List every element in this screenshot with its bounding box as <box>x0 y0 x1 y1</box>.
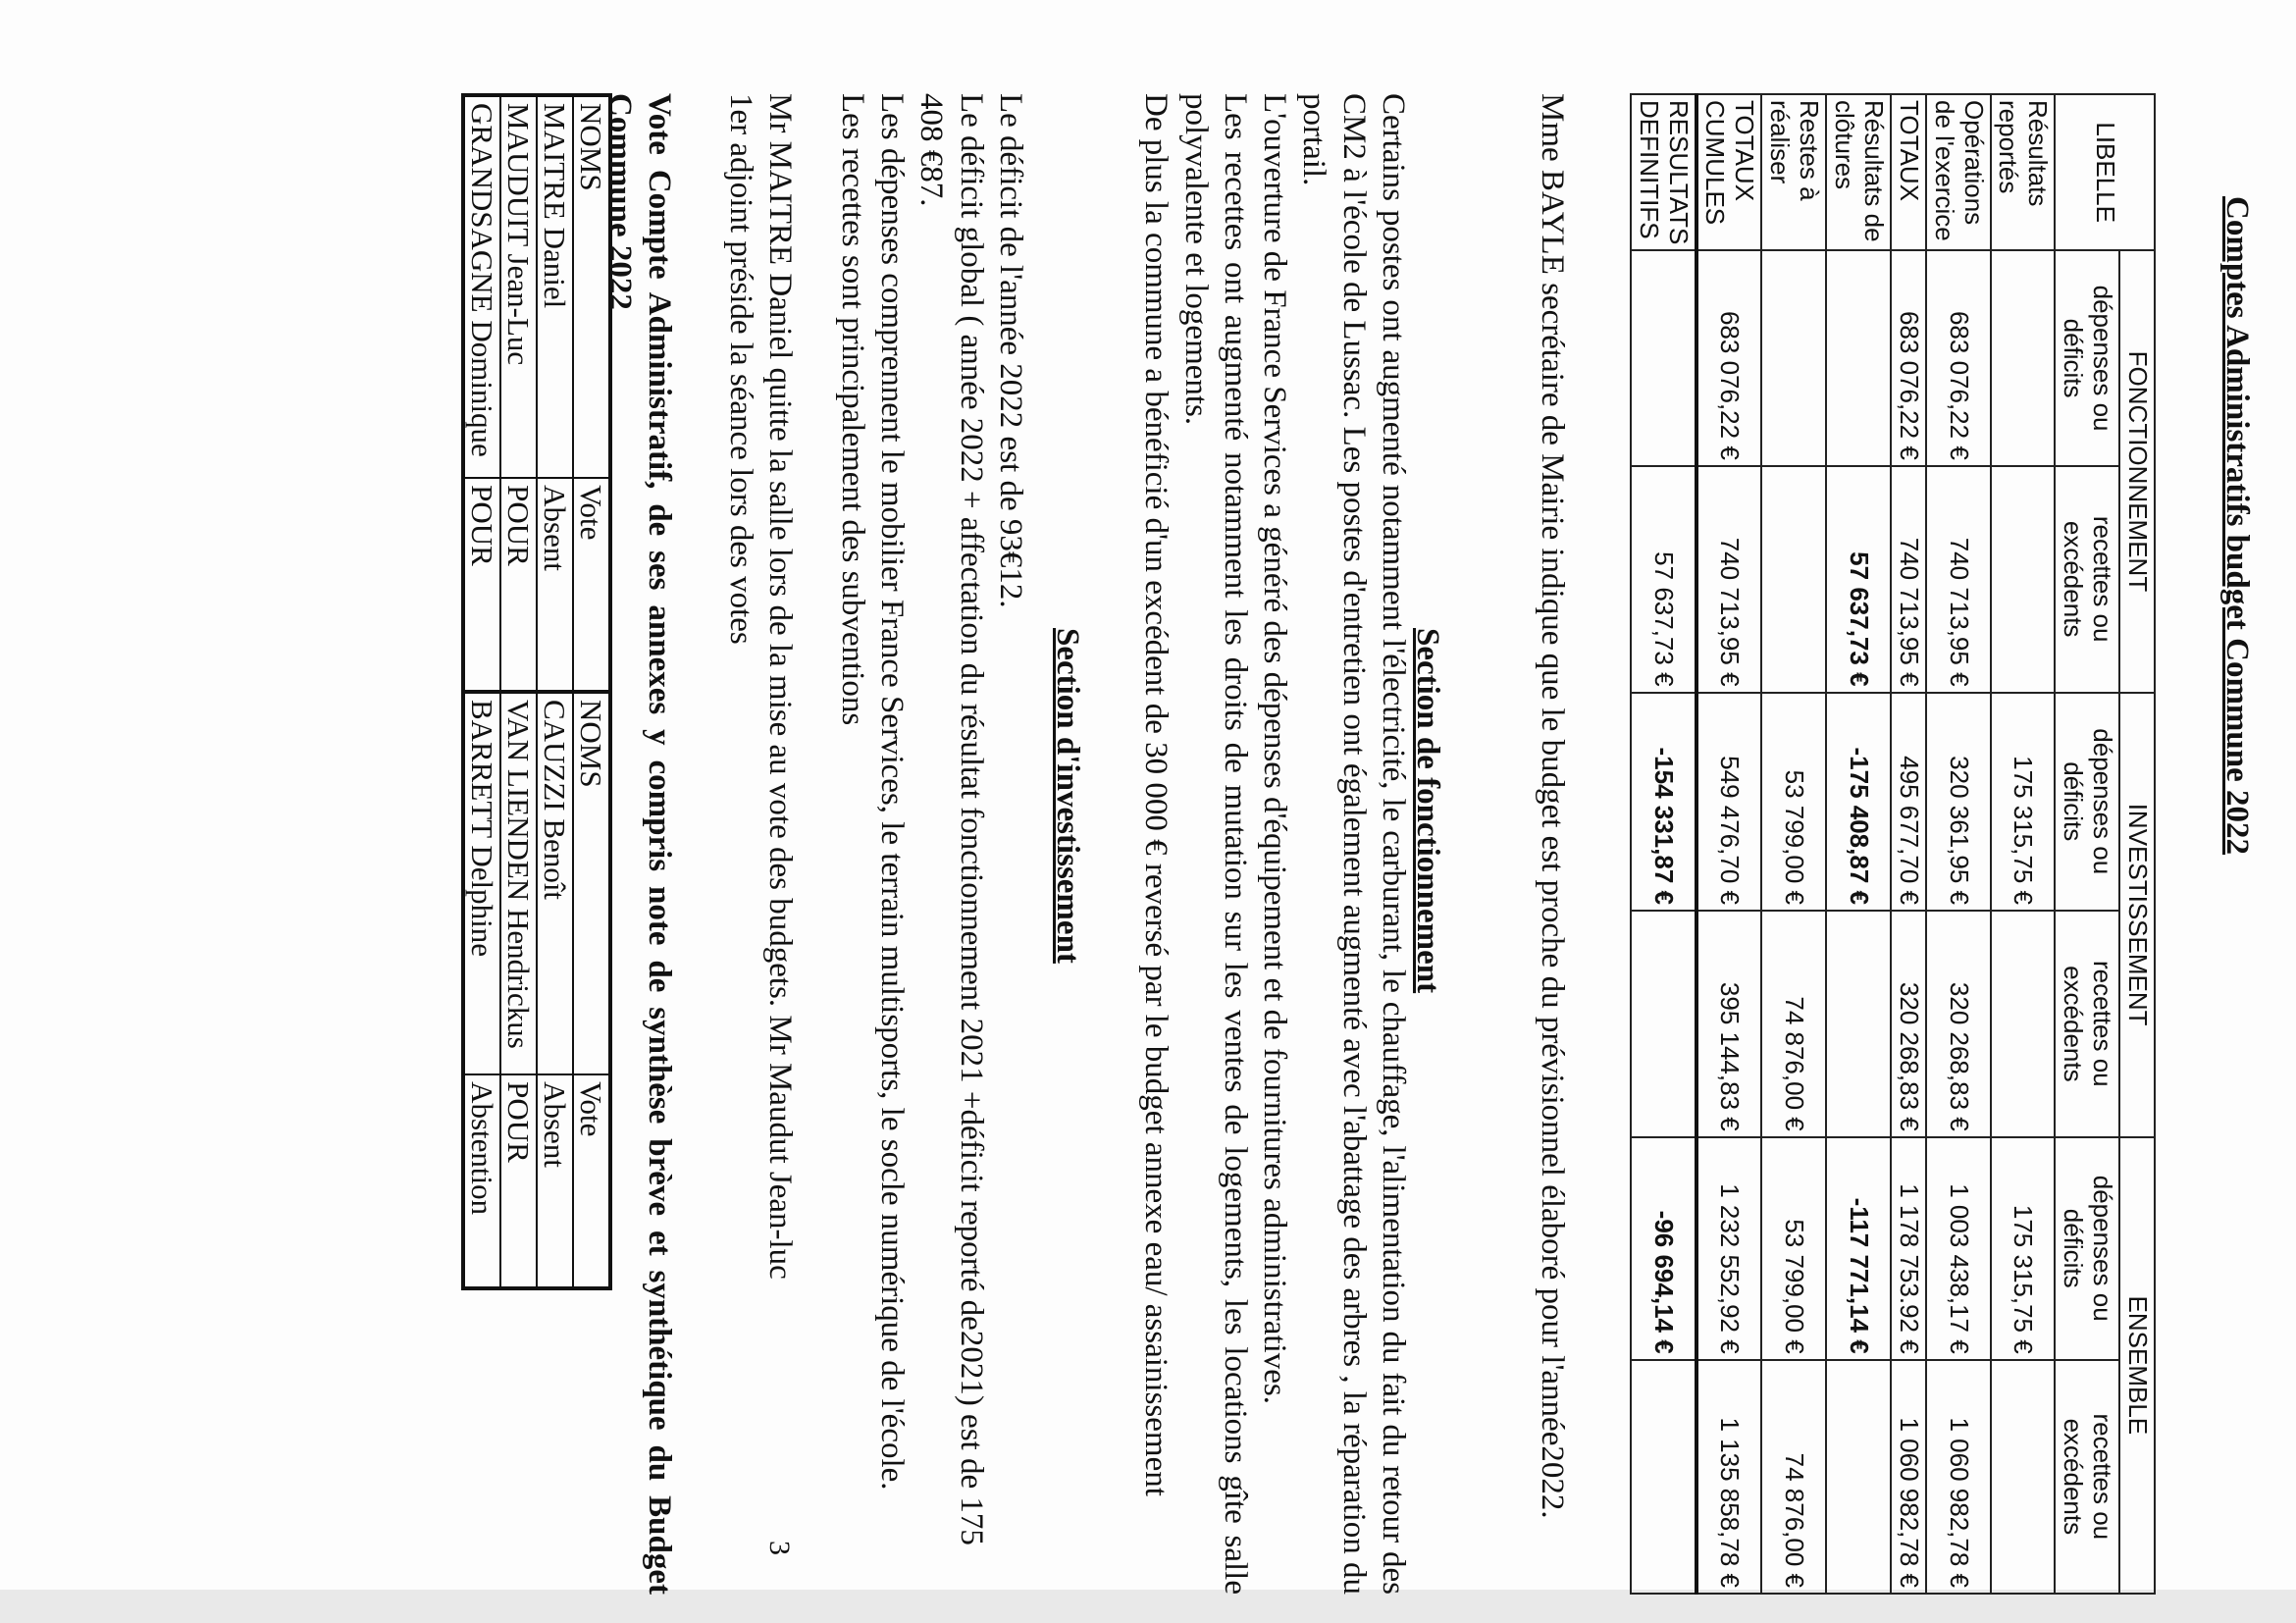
table-cell: 175 315,75 € <box>1991 693 2056 911</box>
subheader-depenses: dépenses ou déficits <box>2055 1137 2119 1360</box>
subheader-depenses: dépenses ou déficits <box>2055 693 2119 911</box>
table-cell: 683 076,22 € <box>1891 250 1926 465</box>
table-cell <box>1761 250 1826 465</box>
table-cell: 683 076,22 € <box>1696 250 1762 465</box>
table-row <box>1696 94 1762 1594</box>
table-cell <box>1826 1360 1891 1594</box>
table-cell: 175 315,75 € <box>1991 1137 2056 1360</box>
section-fonctionnement-body <box>1136 93 1413 1595</box>
voter-name: GRANDSAGNE Dominique <box>463 95 500 478</box>
table-row <box>463 95 500 1288</box>
section-fonctionnement-title: Section de fonctionnement <box>1410 628 1445 994</box>
table-cell: 395 144,83 € <box>1696 911 1762 1137</box>
voter-name: BARRETT Delphine <box>463 692 500 1074</box>
table-cell: 1 178 753.92 € <box>1891 1137 1926 1360</box>
row-label: TOTAUX CUMULES <box>1696 94 1762 250</box>
page-title: Comptes Administratifs budget Commune 2022 <box>2219 196 2255 856</box>
header-noms: NOMS <box>573 692 610 1074</box>
table-cell: 320 361,95 € <box>1926 693 1991 911</box>
subheader-recettes: recettes ou excédents <box>2055 911 2119 1137</box>
table-cell <box>1991 911 2056 1137</box>
table-cell: 57 637,73 € <box>1631 466 1696 693</box>
table-cell: -96 694,14 € <box>1631 1137 1696 1360</box>
table-cell: 1 060 982,78 € <box>1926 1360 1991 1594</box>
table-row <box>1891 94 1926 1594</box>
table-cell <box>1826 911 1891 1137</box>
vote-title-text: Vote Compte Administratif, de ses annexes y compris note de synthèse brève et synthétique du Budget Commune 2022 <box>601 93 677 1595</box>
row-label: RESULTATS DEFINITIFS <box>1631 94 1696 250</box>
table-subheader-row <box>2055 94 2119 1594</box>
table-row <box>1826 94 1891 1594</box>
row-label: Opérations de l'exercice <box>1926 94 1991 250</box>
voter-name: CAUZZI Benoît <box>537 692 573 1074</box>
table-cell: -175 408,87 € <box>1826 693 1891 911</box>
table-cell: 320 268,83 € <box>1926 911 1991 1137</box>
table-row <box>1761 94 1826 1594</box>
voter-vote: POUR <box>500 478 537 692</box>
voter-name: VAN LIENDEN Hendrickus <box>500 692 537 1074</box>
subheader-recettes: recettes ou excédents <box>2055 466 2119 693</box>
header-ensemble: ENSEMBLE <box>2119 1137 2155 1594</box>
table-row <box>500 95 537 1288</box>
table-row <box>537 95 573 1288</box>
votes-header-row <box>573 95 610 1288</box>
table-cell <box>1631 250 1696 465</box>
accounts-table <box>1630 93 2156 1595</box>
voter-vote: POUR <box>463 478 500 692</box>
header-vote: Vote <box>573 478 610 692</box>
voter-name: MAUDUIT Jean-Luc <box>500 95 537 478</box>
table-cell: 740 713,95 € <box>1696 466 1762 693</box>
votes-table <box>461 93 612 1290</box>
table-cell: 74 876,00 € <box>1761 911 1826 1137</box>
voter-name: MAITRE Daniel <box>537 95 573 478</box>
table-cell: 53 799,00 € <box>1761 693 1826 911</box>
paragraph: 1er adjoint préside la séance lors des votes <box>722 93 758 645</box>
table-cell <box>1826 250 1891 465</box>
table-cell: 683 076,22 € <box>1926 250 1991 465</box>
subheader-depenses: dépenses ou déficits <box>2055 250 2119 465</box>
table-row <box>1926 94 1991 1594</box>
section-investissement-title: Section d'investissement <box>1050 628 1085 964</box>
mairie-note-text: Mme BAYLE secrétaire de Mairie indique que le budget est proche du prévisionnel élaboré pour l'année2022. <box>1535 93 1570 1519</box>
table-cell: 74 876,00 € <box>1761 1360 1826 1594</box>
table-cell: -154 331,87 € <box>1631 693 1696 911</box>
paragraph: De plus la commune a bénéficié d'un excédent de 30 000 € reversé par le budget annexe eau/ assainissement <box>1138 93 1174 1496</box>
paragraph: Les recettes ont augmenté notamment les droits de mutation sur les ventes de logements, les locations gîte salle polyvalente et logements. <box>1177 93 1253 1595</box>
table-header-row <box>2119 94 2155 1594</box>
table-row <box>1991 94 2056 1594</box>
paragraph: Certains postes ont augmenté notamment l'électricité, le carburant, le chauffage, l'alimentation du fait du retour des CM2 à l'école de Lussac. Les postes d'entretien ont également augmenté avec l'abattage des arbres , la réparation du portail. <box>1296 93 1411 1595</box>
header-libelle: LIBELLE <box>2055 94 2155 250</box>
table-cell: 1 232 552,92 € <box>1696 1137 1762 1360</box>
voter-vote: Absent <box>537 478 573 692</box>
header-investissement: INVESTISSEMENT <box>2119 693 2155 1137</box>
table-cell: 1 003 438,17 € <box>1926 1137 1991 1360</box>
header-fonctionnement: FONCTIONNEMENT <box>2119 250 2155 692</box>
paragraph: Mr MAITRE Daniel quitte la salle lors de la mise au vote des budgets. Mr Maudut Jean-luc <box>762 93 798 1280</box>
paragraph: Le déficit global ( année 2022 + affectation du résultat fonctionnement 2021 +déficit reporté de2021) est de 175 408 €87. <box>913 93 989 1545</box>
table-cell: 1 060 982,78 € <box>1891 1360 1926 1594</box>
table-cell: 740 713,95 € <box>1891 466 1926 693</box>
table-cell: 53 799,00 € <box>1761 1137 1826 1360</box>
table-cell <box>1631 911 1696 1137</box>
row-label: Résultats reportés <box>1991 94 2056 250</box>
mairie-note <box>1533 93 1572 1595</box>
section-investissement-body <box>833 93 1030 1595</box>
page-number: 3 <box>763 1541 796 1555</box>
header-noms: NOMS <box>573 95 610 478</box>
row-label: Restes à réaliser <box>1761 94 1826 250</box>
header-vote: Vote <box>573 1074 610 1288</box>
table-cell: 57 637,73 € <box>1826 466 1891 693</box>
voter-vote: Abstention <box>463 1074 500 1288</box>
table-cell: 549 476,70 € <box>1696 693 1762 911</box>
table-cell: 1 135 858,78 € <box>1696 1360 1762 1594</box>
voter-vote: Absent <box>537 1074 573 1288</box>
subheader-recettes: recettes ou excédents <box>2055 1360 2119 1594</box>
table-cell <box>1991 250 2056 465</box>
table-row <box>1631 94 1696 1594</box>
row-label: TOTAUX <box>1891 94 1926 250</box>
paragraph: L'ouverture de France Services a généré des dépenses d'équipement et de fournitures administratives. <box>1257 93 1293 1404</box>
row-label: Résultats de clôtures <box>1826 94 1891 250</box>
table-cell <box>1991 1360 2056 1594</box>
paragraph: Les recettes sont principalement des subventions <box>835 93 870 726</box>
paragraph: Les dépenses comprennent le mobilier France Services, le terrain multisports, le socle numérique de l'école. <box>874 93 911 1491</box>
departure-note <box>721 93 801 1595</box>
table-cell: 740 713,95 € <box>1926 466 1991 693</box>
voter-vote: POUR <box>500 1074 537 1288</box>
paragraph: Le déficit de l'année 2022 est de 93€12. <box>993 93 1028 608</box>
table-cell <box>1761 466 1826 693</box>
table-cell: 495 677,70 € <box>1891 693 1926 911</box>
table-cell: 320 268,83 € <box>1891 911 1926 1137</box>
table-cell <box>1991 466 2056 693</box>
table-cell: -117 771,14 € <box>1826 1137 1891 1360</box>
table-cell <box>1631 1360 1696 1594</box>
